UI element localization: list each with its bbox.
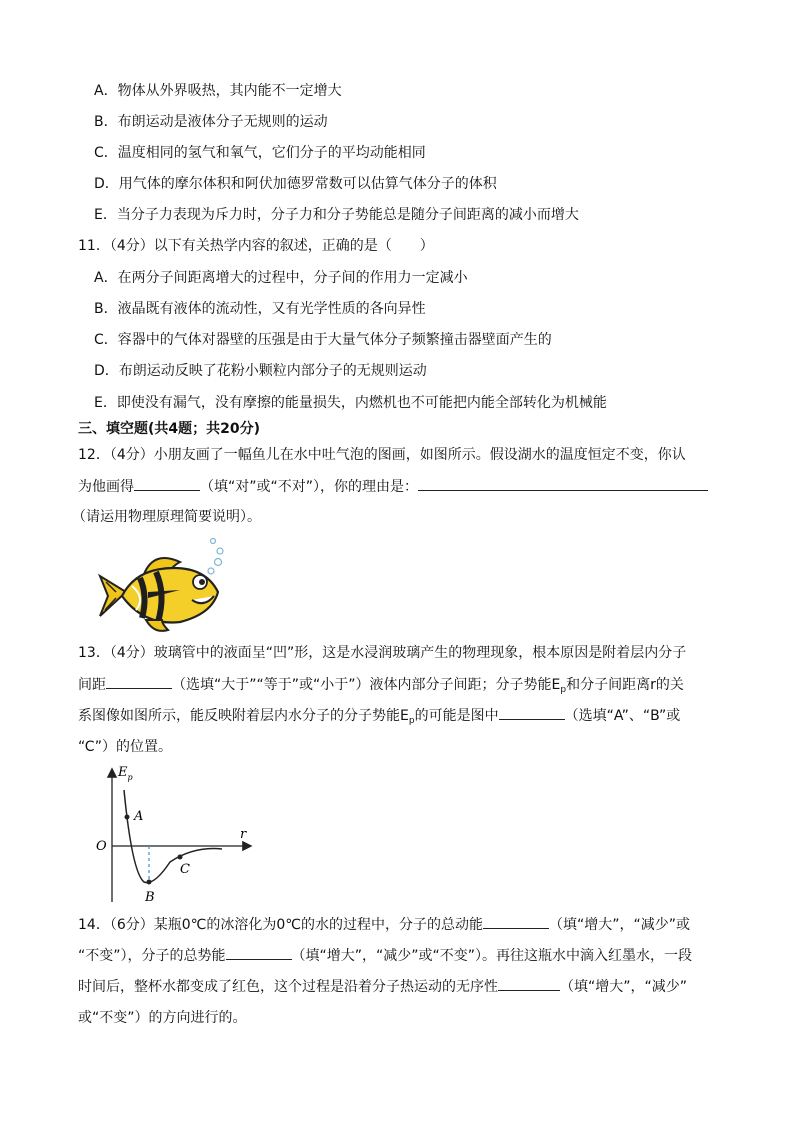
fish-illustration — [96, 534, 230, 634]
q14-line4: 或“不变”）的方向进行的。 — [78, 1010, 247, 1026]
y-axis-label: $E_p$ — [118, 765, 133, 782]
q14-text-c: “不变”），分子的总势能 — [78, 948, 226, 964]
q13-blank-1[interactable] — [106, 674, 172, 689]
q12-blank-1[interactable] — [134, 476, 200, 491]
q13-line2 — [78, 674, 684, 700]
point-a-label: A — [134, 809, 144, 824]
bubble-icon — [211, 539, 216, 544]
bubble-icon — [217, 548, 223, 554]
q14-text-b: （填“增大”，“减少”或 — [548, 917, 690, 933]
q13-line1: 13．（4分）玻璃管中的液面呈“凹”形，这是水浸润玻璃产生的物理现象，根本原因是附着层内分子 — [78, 645, 687, 661]
potential-energy-graph — [94, 762, 254, 904]
q13-text-d: 系图像如图所示，能反映附着层内水分子的分子势能E — [78, 708, 409, 724]
q12-line3: （请运用物理原理简要说明）。 — [72, 509, 261, 525]
q13-subscript-1: p — [560, 685, 567, 695]
q12-line2 — [78, 476, 708, 497]
q13-text-b: （选填“大于”“等于”或“小于”）液体内部分子间距；分子势能E — [172, 677, 561, 693]
q13-line3 — [78, 705, 680, 731]
bubble-icon — [208, 568, 214, 574]
q10-option-d: D．用气体的摩尔体积和阿伏加德罗常数可以估算气体分子的体积 — [94, 176, 497, 192]
q13-text-e: 的可能是图中 — [414, 708, 499, 724]
q13-text-f: （选填“A”、“B”或 — [564, 708, 681, 724]
point-c-label: C — [180, 862, 190, 877]
origin-label: O — [96, 839, 107, 854]
q13-text-c: 和分子间距离r的关 — [566, 677, 684, 693]
q13-subscript-2: p — [408, 716, 415, 726]
q14-text-d: （填“增大”，“减少”或“不变”）。再往这瓶水中滴入红墨水，一段 — [291, 948, 693, 964]
point-c — [178, 855, 183, 860]
q10-option-e: E．当分子力表现为斥力时，分子力和分子势能总是随分子间距离的减小而增大 — [94, 207, 579, 223]
bubble-icon — [215, 559, 222, 566]
y-axis-label-sub: p — [127, 773, 133, 782]
q14-text-e: 时间后，整杯水都变成了红色，这个过程是沿着分子热运动的无序性 — [78, 979, 498, 995]
point-b — [147, 880, 152, 885]
q14-text-a: 14．（6分）某瓶0℃的冰溶化为0℃的水的过程中，分子的总动能 — [78, 917, 483, 933]
q12-blank-2[interactable] — [418, 476, 708, 491]
section-heading: 三、填空题(共4题；共20分) — [78, 421, 261, 437]
q11-option-b: B．液晶既有液体的流动性，又有光学性质的各向异性 — [94, 301, 426, 317]
q12-text-b: （填“对”或“不对”），你的理由是： — [200, 479, 419, 495]
point-b-label: B — [145, 890, 155, 904]
q14-blank-2[interactable] — [226, 945, 292, 960]
x-axis-label: r — [240, 827, 247, 842]
q11-option-e: E．即使没有漏气，没有摩擦的能量损失，内燃机也不可能把内能全部转化为机械能 — [94, 395, 607, 411]
q11-option-a: A．在两分子间距离增大的过程中，分子间的作用力一定减小 — [94, 270, 468, 286]
q14-blank-3[interactable] — [498, 976, 560, 991]
q13-text-a: 间距 — [78, 677, 106, 693]
q14-text-f: （填“增大”，“减少” — [560, 979, 688, 995]
q12-line1: 12．（4分）小朋友画了一幅鱼儿在水中吐气泡的图画，如图所示。假设湖水的温度恒定不变，你认 — [78, 447, 686, 463]
q14-line2 — [78, 945, 692, 966]
q14-line3 — [78, 976, 687, 997]
q14-blank-1[interactable] — [483, 914, 549, 929]
potential-curve — [124, 790, 222, 883]
q11-stem: 11．（4分）以下有关热学内容的叙述，正确的是（ ） — [78, 238, 434, 254]
q13-blank-2[interactable] — [499, 705, 565, 720]
q13-line4: “C”）的位置。 — [78, 739, 173, 755]
point-a — [125, 815, 130, 820]
q14-line1 — [78, 914, 690, 935]
q11-option-d: D．布朗运动反映了花粉小颗粒内部分子的无规则运动 — [94, 363, 427, 379]
q10-option-a: A．物体从外界吸热，其内能不一定增大 — [94, 83, 342, 99]
q10-option-b: B．布朗运动是液体分子无规则的运动 — [94, 114, 328, 130]
q11-option-c: C．容器中的气体对器壁的压强是由于大量气体分子频繁撞击器壁面产生的 — [94, 332, 552, 348]
q10-option-c: C．温度相同的氢气和氧气，它们分子的平均动能相同 — [94, 145, 426, 161]
q12-text-a: 为他画得 — [78, 479, 134, 495]
